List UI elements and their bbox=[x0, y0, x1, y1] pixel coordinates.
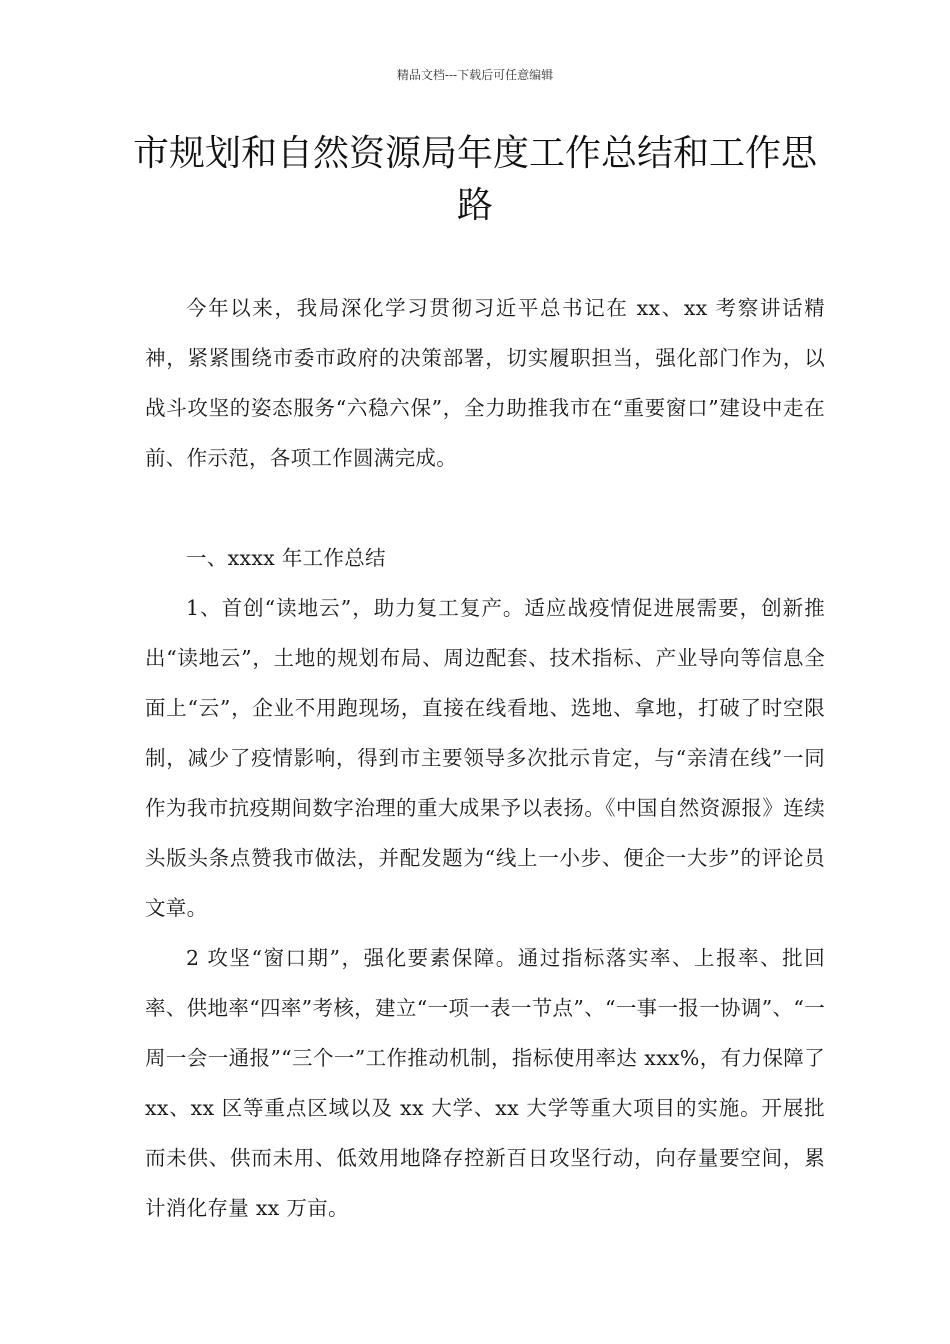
intro-paragraph: 今年以来，我局深化学习贯彻习近平总书记在 xx、xx 考察讲话精神，紧紧围绕市委市政府的决策部署，切实履职担当，强化部门作为，以战斗攻坚的姿态服务“六稳六保”，全力助推我市在“重要窗口”建设中走在前、作示范，各项工作圆满完成。 bbox=[145, 296, 825, 470]
document-body bbox=[145, 283, 825, 1233]
summary-item-1: 1、首创“读地云”，助力复工复产。适应战疫情促进展需要，创新推出“读地云”，土地的规划布局、周边配套、技术指标、产业导向等信息全面上“云”，企业不用跑现场，直接在线看地、选地、拿地，打破了时空限制，减少了疫情影响，得到市主要领导多次批示肯定，与“亲清在线”一同作为我市抗疫期间数字治理的重大成果予以表扬。《中国自然资源报》连续头版头条点赞我市做法，并配发题为“线上一小步、便企一大步”的评论员文章。 bbox=[145, 596, 825, 920]
summary-item-2: 2 攻坚“窗口期”，强化要素保障。通过指标落实率、上报率、批回率、供地率“四率”考核，建立“一项一表一节点”、“一事一报一协调”、“一周一会一通报”“三个一”工作推动机制，指标使用率达 xxx%，有力保障了 xx、xx 区等重点区域以及 xx 大学、xx 大学等重大项目的实施。开展批而未供、供而未用、低效用地降存控新百日攻坚行动，向存量要空间，累计消化存量 xx 万亩。 bbox=[145, 946, 825, 1220]
page-header-note: 精品文档---下载后可任意编辑 bbox=[396, 68, 554, 82]
document-title: 市规划和自然资源局年度工作总结和工作思路 bbox=[132, 133, 817, 226]
section-heading: 一、xxxx 年工作总结 bbox=[186, 546, 386, 570]
